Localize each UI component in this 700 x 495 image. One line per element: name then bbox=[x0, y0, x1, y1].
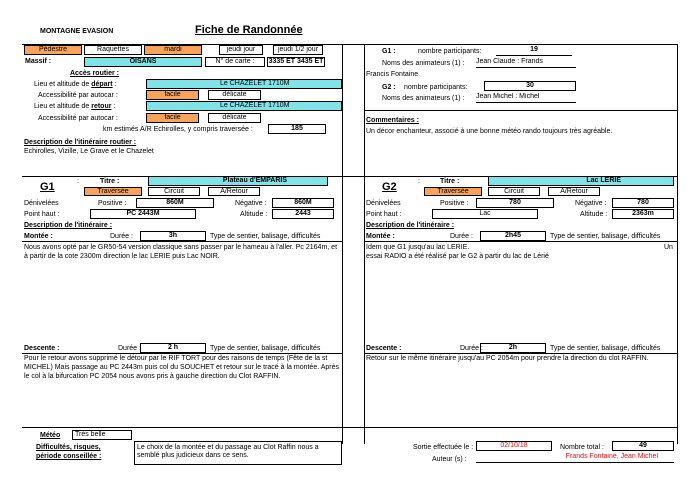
retour-value: Le CHAZELET 1710M bbox=[146, 101, 342, 111]
g1-montee-label: Montée : bbox=[24, 233, 53, 240]
g1-ph-label: Point haut : bbox=[24, 211, 60, 218]
g2-montee-text-b: Un bbox=[664, 244, 673, 251]
g2-name: G2 bbox=[382, 181, 397, 193]
g1-anim-label: Noms des animateurs (1) : bbox=[382, 60, 465, 67]
g2-type-label: Type de sentier, balisage, difficultés bbox=[550, 233, 661, 240]
g2-anim-value: Jean Michel : Michel bbox=[476, 93, 576, 103]
km-value: 185 bbox=[268, 124, 326, 134]
g1-np-label: nombre participants: bbox=[418, 48, 482, 55]
g1-montee-text: Nous avons opté par le GR50-54 version classique sans passer par le hameau à l'aller. Pc 2164m, et à partir de la cote 2300m direction le lac LERIE puis Lac NOIR. bbox=[24, 244, 338, 260]
diff-label-2: période conseillée : bbox=[36, 453, 102, 460]
sortie-label: Sortie effectuée le : bbox=[413, 444, 474, 451]
desc-routier-title: Description de l'itinéraire routier : bbox=[24, 139, 137, 146]
massif-value: OISANS bbox=[84, 57, 202, 67]
desc-routier-text: Echirolles, Vizille, Le Grave et le Chazelet bbox=[24, 148, 154, 155]
g2-pos-value: 780 bbox=[476, 198, 554, 208]
g2-neg-label: Négative : bbox=[575, 200, 607, 207]
g1-type-label: Type de sentier, balisage, difficultés bbox=[210, 233, 321, 240]
g1-descente-type-label: Type de sentier, balisage, difficultés bbox=[210, 345, 321, 352]
g1-np-value: 19 bbox=[496, 46, 572, 56]
g2-ph-label: Point haut : bbox=[366, 211, 402, 218]
g2-alt-label: Altitude : bbox=[580, 211, 608, 218]
g1-deniv-label: Dénivelées bbox=[24, 200, 59, 207]
auteur-value: Frands Fontaine, Jean Michel bbox=[476, 453, 674, 463]
g2-circuit[interactable]: Circuit bbox=[488, 187, 540, 196]
g1-traversee[interactable]: Traversée bbox=[84, 187, 142, 196]
g2-montee-text-c: essai RADIO a été réalisé par le G2 à partir du lac de Lérié bbox=[366, 253, 549, 260]
pedestre-option[interactable]: Pédestre bbox=[24, 45, 82, 55]
massif-label: Massif : bbox=[25, 58, 52, 65]
g2-neg-value: 780 bbox=[612, 198, 674, 208]
comment-text: Un décor enchanteur, associé à une bonne météo rando toujours très agréable. bbox=[366, 128, 613, 135]
jeudi-jour-option[interactable]: jeudi jour bbox=[219, 45, 263, 55]
g1-pos-label: Positive : bbox=[98, 200, 127, 207]
g2-descente-label: Descente : bbox=[366, 345, 402, 352]
francis-name: Francis Fontaine bbox=[366, 71, 419, 78]
g1-titre-label: Titre : bbox=[100, 178, 120, 185]
carte-value: 3335 ET 3435 ET bbox=[268, 58, 324, 65]
total-value: 49 bbox=[612, 441, 674, 451]
g2-np-label: nombre participants: bbox=[404, 84, 468, 91]
depart-label: Lieu et altitude de départ : bbox=[34, 81, 117, 88]
g2-pos-label: Positive : bbox=[440, 200, 469, 207]
access1-label: Accessibilité par autocar : bbox=[38, 92, 118, 99]
g1-neg-value: 860M bbox=[272, 198, 334, 208]
g2-deniv-label: Dénivelées bbox=[366, 200, 401, 207]
g2-traversee[interactable]: Traversée bbox=[424, 187, 482, 196]
g2-alt-value: 2363m bbox=[612, 209, 674, 219]
diff-box bbox=[134, 441, 342, 465]
diff-text: Le choix de la montée et du passage au Clot Raffin nous a semblé plus judicieux dans ce sens. bbox=[137, 444, 319, 459]
meteo-label: Météo bbox=[40, 432, 61, 439]
total-label: Nombre total : bbox=[560, 444, 604, 451]
g1-ar[interactable]: A/Retour bbox=[208, 187, 260, 196]
access2-label: Accessibilité par autocar : bbox=[38, 115, 118, 122]
g1-neg-label: Négative : bbox=[235, 200, 267, 207]
auteur-label: Auteur (s) : bbox=[432, 456, 467, 463]
g2-montee-duree: 2h45 bbox=[480, 231, 546, 241]
g1-duree-label: Durée : bbox=[110, 233, 133, 240]
g1-name: G1 bbox=[40, 181, 55, 193]
g2-titre-value: Lac LERIE bbox=[488, 176, 674, 186]
g1-ph-value: PC 2443M bbox=[90, 209, 196, 219]
g2-descente-duree: 2h bbox=[480, 343, 546, 353]
g2-desc-title: Description de l'itinéraire : bbox=[366, 222, 455, 229]
g2-np-value: 30 bbox=[484, 81, 576, 91]
carte-label: N° de carte : bbox=[205, 57, 265, 67]
g1-montee-duree: 3h bbox=[140, 231, 206, 241]
g1-alt-value: 2443 bbox=[272, 209, 334, 219]
g2-ph-value: Lac bbox=[432, 209, 538, 219]
day-option[interactable]: mardi bbox=[144, 45, 202, 55]
g1-titre-value: Plateau d'EMPARIS bbox=[148, 176, 328, 186]
g2-descente-text: Retour sur le même itinéraire jusqu'au PC 2054m pour prendre la direction du clot RAFFIN. bbox=[366, 355, 649, 362]
g2-titre-label: Titre : bbox=[440, 178, 460, 185]
page-title: Fiche de Randonnée bbox=[195, 24, 303, 36]
jeudi-half-option[interactable]: jeudi 1/2 jour bbox=[273, 45, 323, 55]
g2-anim-label: Noms des animateurs (1) : bbox=[382, 95, 465, 102]
g2-montee-text-a: Idem que G1 jusqu'au lac LERIE. bbox=[366, 244, 470, 251]
g2-descente-type-label: Type de sentier, balisage, difficultés bbox=[550, 345, 661, 352]
access1-delicate[interactable]: délicate bbox=[208, 90, 261, 100]
acces-title: Accès routier : bbox=[70, 70, 120, 77]
g1-anim-value: Jean Claude : Frands bbox=[476, 58, 576, 68]
g1-descente-text: Pour le retour avons supprimé le détour par le RIF TORT pour des raisons de temps (Fête de la st MICHEL) Mais passage au PC 2443m puis col du SOUCHET et retour sur le tracé à la montée. Après le col à la bifurcation PC 2054 nous avons pris à gauche direction du Clot RAFFIN. bbox=[24, 355, 340, 380]
access1-facile[interactable]: facile bbox=[146, 90, 199, 100]
g1-descente-label: Descente : bbox=[24, 345, 60, 352]
g1-pos-value: 860M bbox=[136, 198, 214, 208]
g2-top-label: G2 : bbox=[382, 84, 396, 91]
g2-duree-label: Durée : bbox=[450, 233, 473, 240]
g1-descente-duree: 2 h bbox=[140, 343, 206, 353]
g1-circuit[interactable]: Circuit bbox=[148, 187, 200, 196]
sortie-date: 02/10/18 bbox=[476, 441, 552, 451]
comment-title: Commentaires : bbox=[366, 117, 419, 124]
g2-descente-duree-label: Durée : bbox=[460, 345, 483, 352]
depart-value: Le CHAZELET 1710M bbox=[146, 79, 342, 89]
g1-top-label: G1 : bbox=[382, 48, 396, 55]
km-label: km estimés A/R Echirolles, y compris traversée : bbox=[103, 126, 253, 133]
g1-alt-label: Altitude : bbox=[240, 211, 268, 218]
meteo-value: Très belle bbox=[72, 430, 132, 440]
g1-descente-duree-label: Durée : bbox=[118, 345, 141, 352]
access2-facile[interactable]: facile bbox=[146, 113, 199, 123]
retour-label: Lieu et altitude de retour : bbox=[34, 103, 116, 110]
access2-delicate[interactable]: délicate bbox=[208, 113, 261, 123]
g1-desc-title: Description de l'itinéraire : bbox=[24, 222, 113, 229]
diff-label-1: Difficultés, risques, bbox=[36, 444, 101, 451]
g2-montee-label: Montée : bbox=[366, 233, 395, 240]
raquettes-option[interactable]: Raquettes bbox=[84, 45, 142, 55]
org-name: MONTAGNE EVASION bbox=[40, 28, 114, 35]
g2-ar[interactable]: A/Retour bbox=[548, 187, 600, 196]
